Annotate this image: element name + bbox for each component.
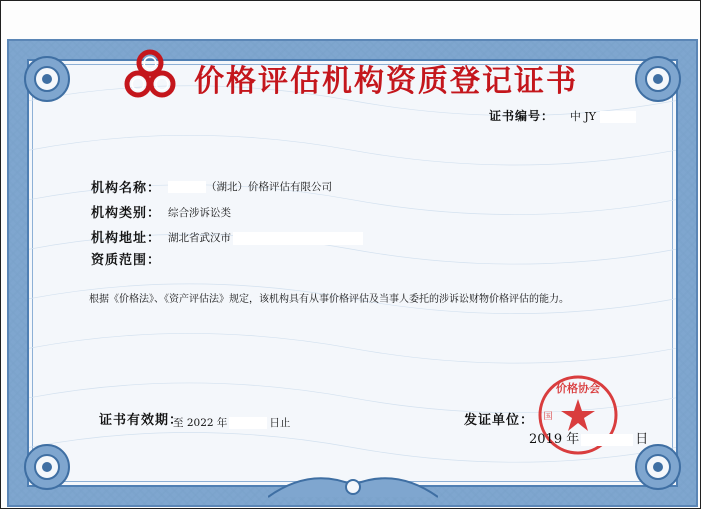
validity-label: 证书有效期：: [99, 413, 184, 428]
redaction-block: [229, 417, 267, 429]
org-address-text: 湖北省武汉市: [168, 232, 231, 244]
redaction-block: [233, 232, 363, 245]
org-name-value: [168, 179, 332, 194]
validity-suffix: 日止: [269, 417, 291, 429]
issue-date-prefix: 2019 年: [529, 432, 580, 447]
price-triple-loop-logo-icon: [121, 46, 179, 104]
cert-number-value: 中 JY: [569, 110, 597, 123]
org-name-text: （湖北）价格评估有限公司: [206, 181, 332, 193]
redaction-block: [581, 434, 633, 446]
org-type-value: 综合涉诉讼类: [168, 207, 231, 219]
seal-side-text: 国: [543, 412, 553, 422]
certificate-title: 价格评估机构资质登记证书: [194, 64, 578, 99]
corner-ornament-icon: [15, 435, 79, 499]
issue-date-suffix: 日: [635, 432, 649, 447]
org-address-label: 机构地址：: [91, 231, 162, 246]
cert-number-label: 证书编号：: [489, 109, 555, 123]
qualification-scope-label: 资质范围：: [91, 253, 162, 268]
redaction-block: [168, 181, 206, 193]
seal-text: 价格协会: [556, 382, 600, 395]
certificate-statement: 根据《价格法》、《资产评估法》规定，该机构具有从事价格评估及当事人委托的涉诉讼财物价格评估的能力。: [89, 294, 569, 305]
certificate-number: [489, 107, 636, 124]
org-address-value: [168, 230, 363, 245]
org-name-label: 机构名称：: [91, 181, 162, 196]
org-type-label: 机构类别：: [91, 206, 162, 221]
bottom-ornament-icon: [268, 467, 438, 501]
validity-prefix: 至 2022 年: [173, 417, 228, 429]
issuer-label: 发证单位：: [464, 413, 535, 428]
validity-value: [173, 415, 290, 430]
corner-ornament-icon: [626, 47, 690, 111]
issue-date: [529, 428, 648, 447]
redaction-block: [600, 111, 636, 123]
corner-ornament-icon: [15, 47, 79, 111]
